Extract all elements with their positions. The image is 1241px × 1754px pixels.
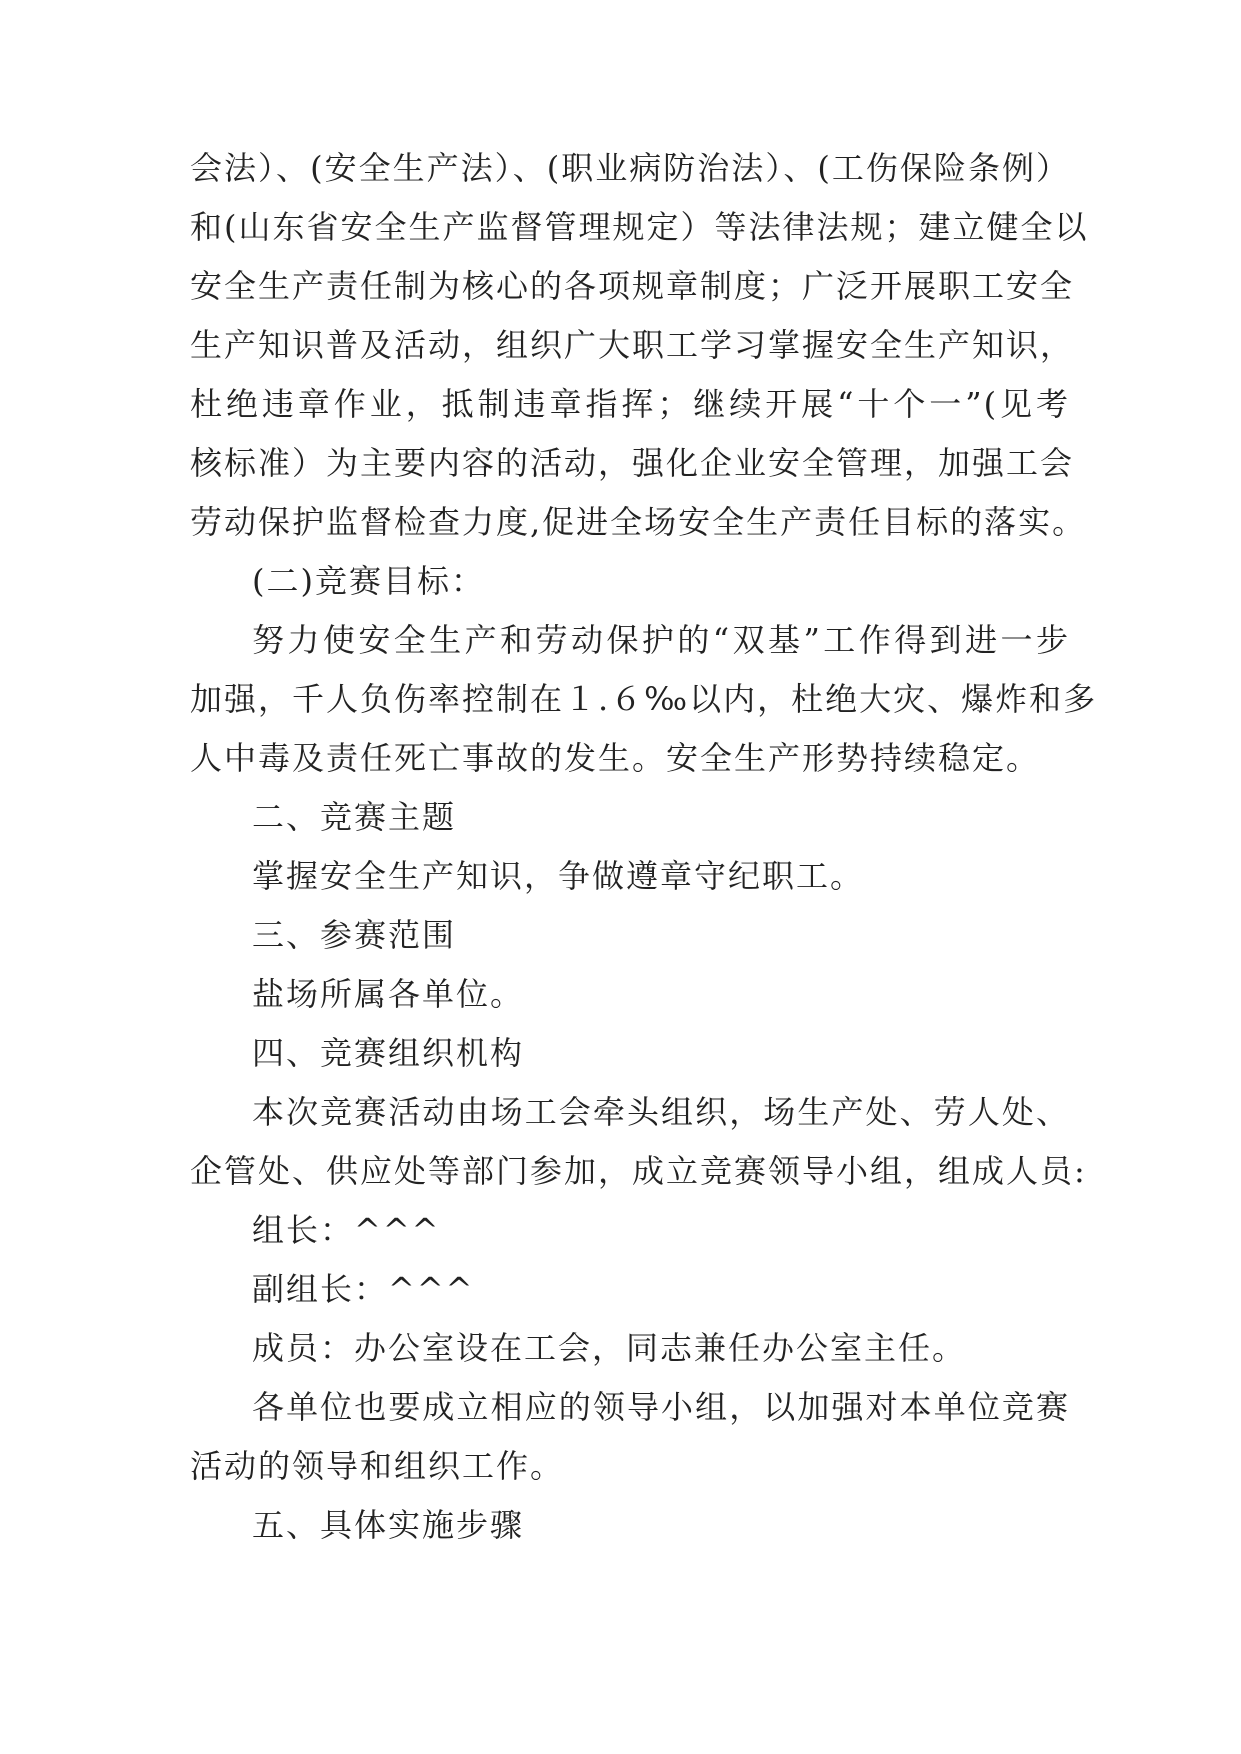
text-line: 成员：办公室设在工会，同志兼任办公室主任。 [252, 1329, 967, 1367]
text-line: 会法）、(安全生产法）、(职业病防治法）、(工伤保险条例） [190, 149, 1070, 187]
text-line: 和(山东省安全生产监督管理规定）等法律法规；建立健全以 [190, 208, 1089, 246]
text-line: 组长：^^^ [252, 1211, 441, 1249]
text-line: 活动的领导和组织工作。 [190, 1447, 565, 1485]
text-line: 盐场所属各单位。 [252, 975, 525, 1013]
text-line: 生产知识普及活动，组织广大职工学习掌握安全生产知识， [190, 326, 1075, 364]
section-heading: 四、竞赛组织机构 [252, 1034, 525, 1072]
text-line: 劳动保护监督检查力度,促进全场安全生产责任目标的落实。 [190, 503, 1087, 541]
text-line: 努力使安全生产和劳动保护的“双基”工作得到进一步 [252, 621, 1070, 659]
text-line: 杜绝违章作业，抵制违章指挥；继续开展“十个一”(见考 [190, 385, 1070, 423]
text-line: 本次竞赛活动由场工会牵头组织，场生产处、劳人处、 [252, 1093, 1070, 1131]
text-line: 各单位也要成立相应的领导小组，以加强对本单位竞赛 [252, 1388, 1070, 1426]
text-line: 加强，千人负伤率控制在１.６‰以内，杜绝大灾、爆炸和多 [190, 680, 1098, 718]
section-heading: 五、具体实施步骤 [252, 1506, 525, 1544]
section-heading: 二、竞赛主题 [252, 798, 457, 836]
text-line: 掌握安全生产知识，争做遵章守纪职工。 [252, 857, 865, 895]
text-line: 安全生产责任制为核心的各项规章制度；广泛开展职工安全 [190, 267, 1075, 305]
section-heading: (二)竞赛目标： [252, 562, 485, 600]
text-line: 副组长：^^^ [252, 1270, 475, 1308]
section-heading: 三、参赛范围 [252, 916, 457, 954]
text-line: 核标准）为主要内容的活动，强化企业安全管理，加强工会 [190, 444, 1075, 482]
text-line: 人中毒及责任死亡事故的发生。安全生产形势持续稳定。 [190, 739, 1041, 777]
text-line: 企管处、供应处等部门参加，成立竞赛领导小组，组成人员: [190, 1152, 1087, 1190]
